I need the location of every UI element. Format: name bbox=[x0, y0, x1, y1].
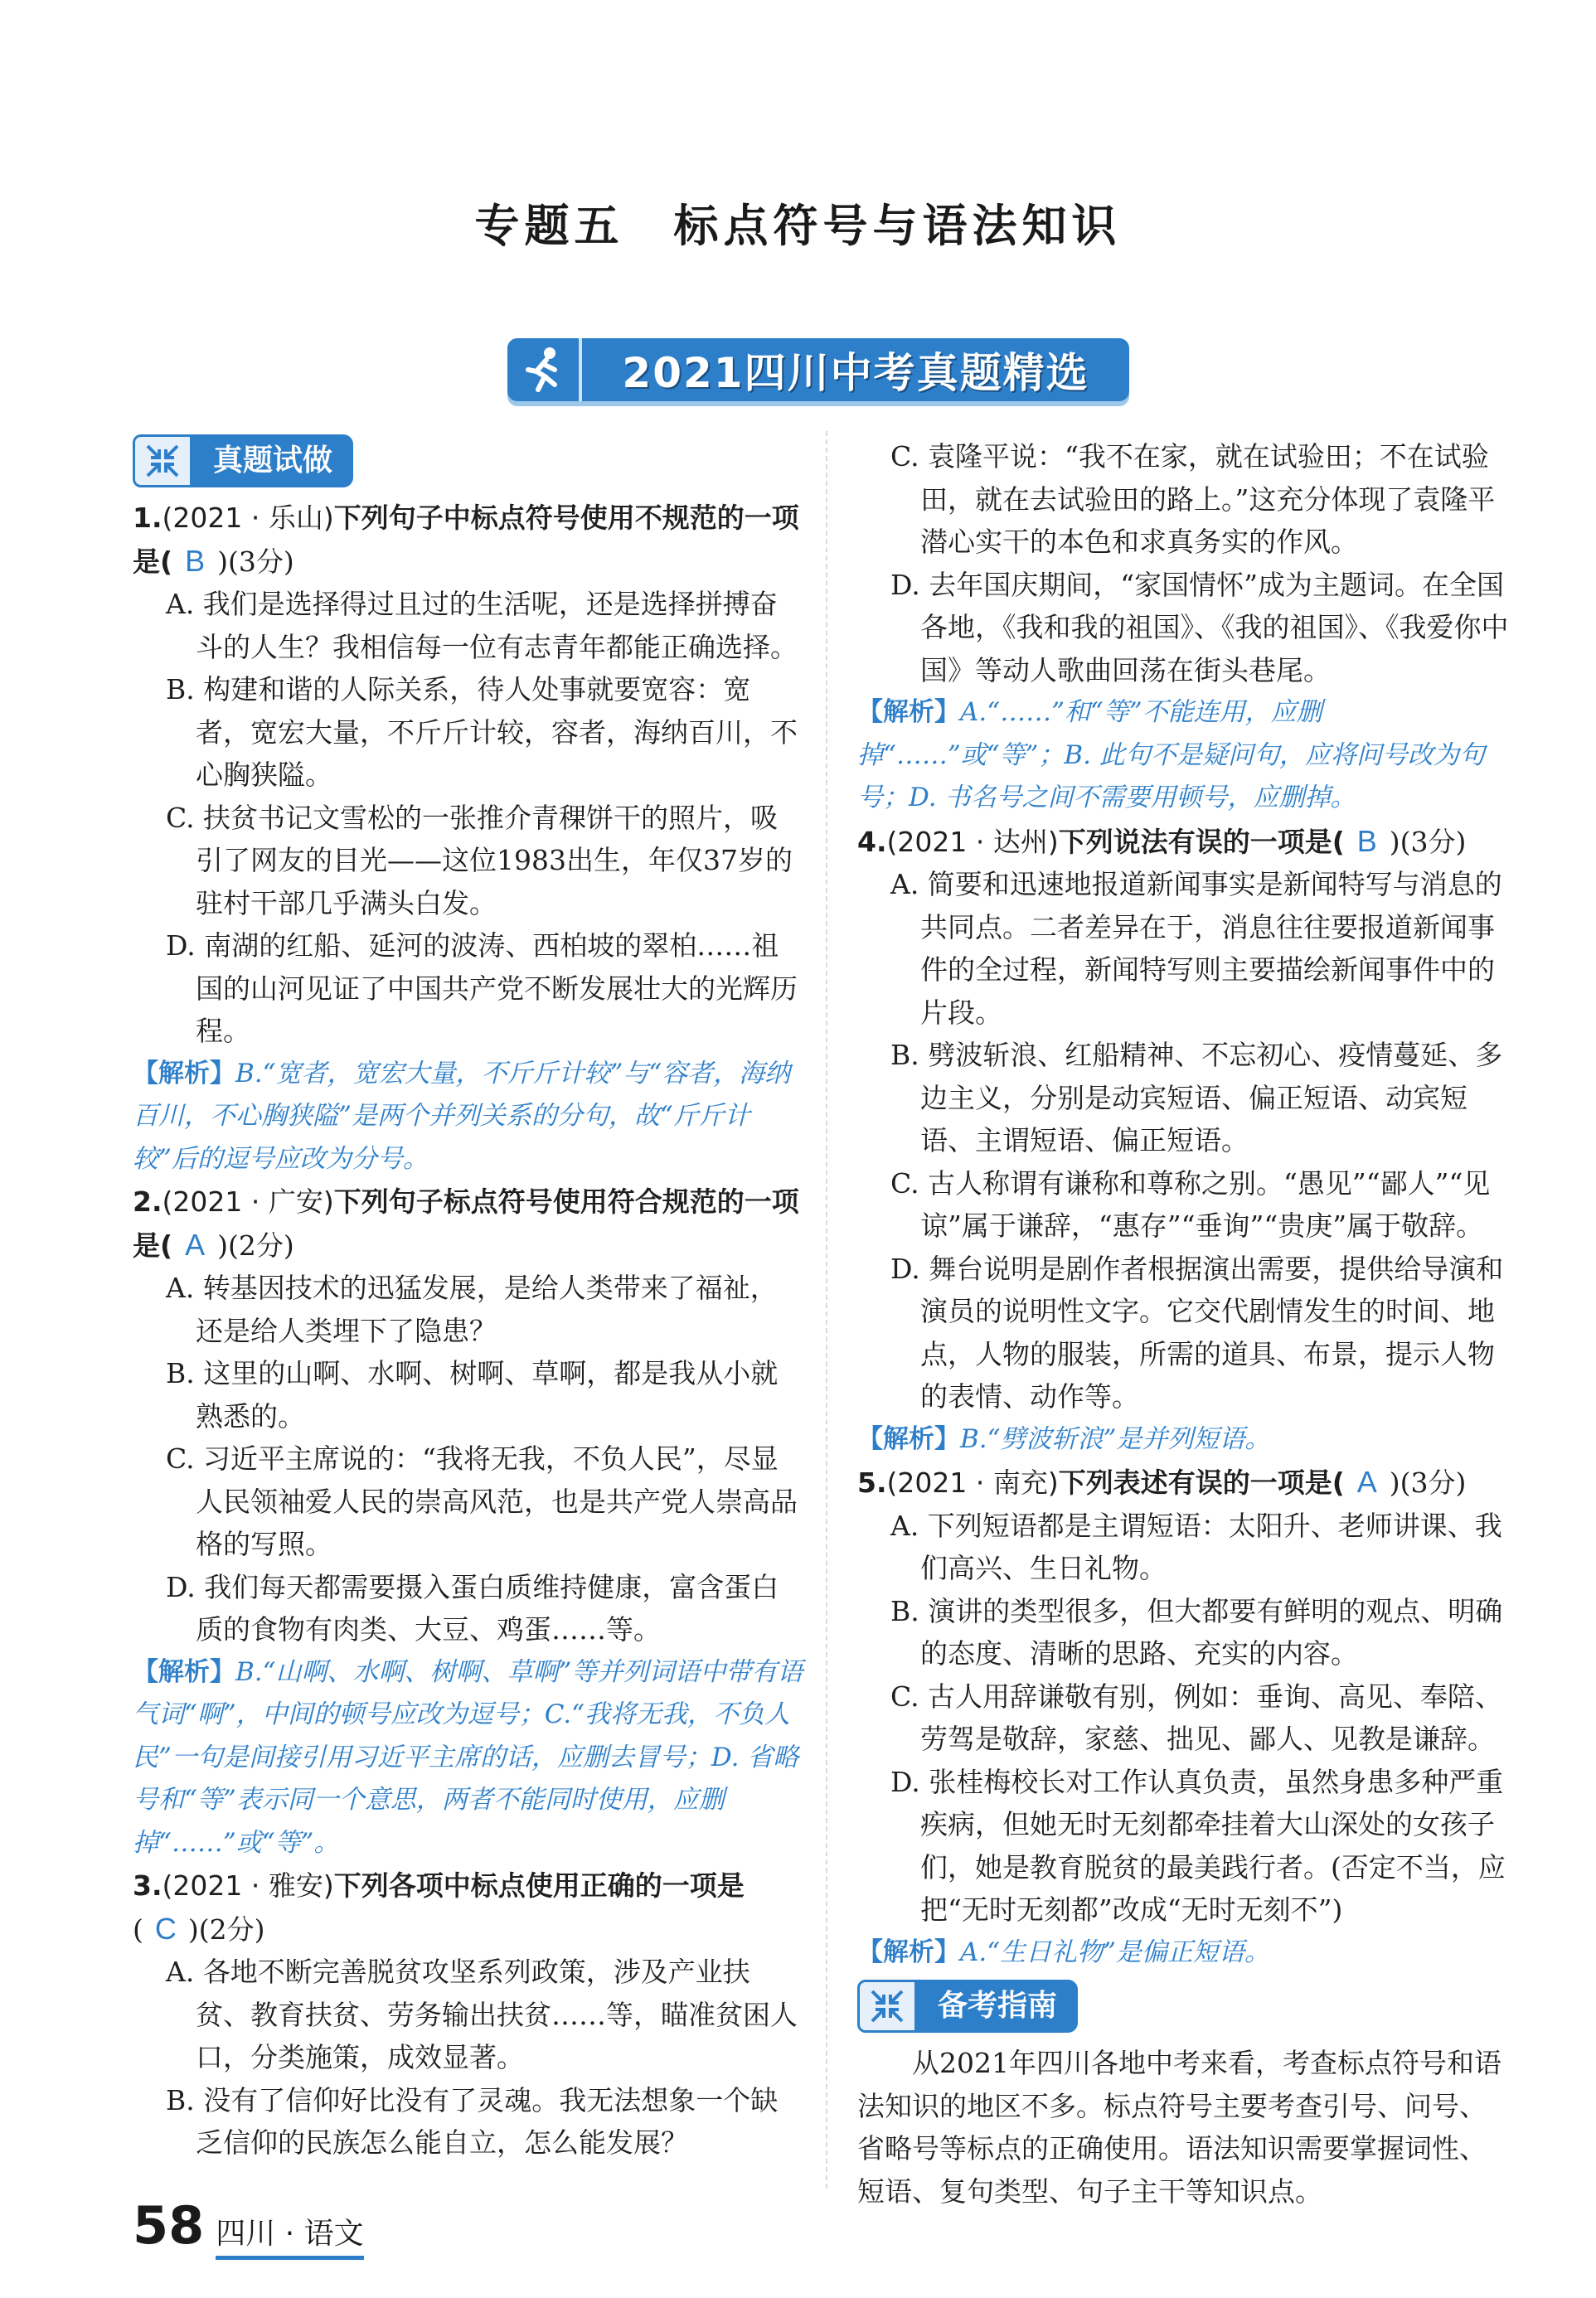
page-title: 专题五 标点符号与语法知识 bbox=[474, 200, 1122, 252]
option-d: D. 我们每天都需要摄入蛋白质维持健康，富含蛋白质的食物有肉类、大豆、鸡蛋……等。 bbox=[166, 1570, 779, 1646]
question-source: (2021 · 广安) bbox=[162, 1185, 334, 1218]
question-source: (2021 · 雅安) bbox=[162, 1869, 334, 1902]
question-stem: 下列表述有误的一项是( bbox=[1058, 1467, 1345, 1499]
option-a: A. 转基因技术的迅猛发展，是给人类带来了福祉，还是给人类埋下了隐患？ bbox=[166, 1272, 778, 1347]
arrows-icon bbox=[857, 1980, 917, 2033]
question-score: )(2分) bbox=[217, 1229, 294, 1262]
option-b: B. 演讲的类型很多，但大都要有鲜明的观点、明确的态度、清晰的思路、充实的内容。 bbox=[890, 1594, 1503, 1670]
option-b: B. 构建和谐的人际关系，待人处事就要宽容：宽者，宽宏大量，不斤斤计较，容者，海纳百川，不心胸狭隘。 bbox=[166, 673, 798, 791]
banner-title: 2021四川中考真题精选 bbox=[622, 349, 1089, 397]
question-number: 5. bbox=[857, 1467, 887, 1499]
question-5 bbox=[857, 1461, 1512, 1974]
analysis bbox=[133, 1651, 804, 1865]
analysis bbox=[857, 691, 1512, 820]
question-3: 3.(2021 · 雅安)下列各项中标点使用正确的一项是 ( C )(2分) A. 各地不断完善脱贫攻坚系列政策，涉及产业扶贫、教育扶贫、劳务输出扶贫……等，瞄准贫困人口，分类施策，成效显著。 B. 没有了信仰好比没有了灵魂。我无法想象一个缺乏信仰的民族怎么能自立，怎么能发展？ bbox=[133, 1864, 804, 2165]
question-number: 2. bbox=[133, 1185, 163, 1218]
option-b: B. 劈波斩浪、红船精神、不忘初心、疫情蔓延、多边主义，分别是动宾短语、偏正短语、动宾短语、主谓短语、偏正短语。 bbox=[890, 1039, 1503, 1156]
question-score: )(2分) bbox=[187, 1913, 265, 1946]
answer-mark: A bbox=[185, 1227, 206, 1262]
page-footer bbox=[133, 2195, 364, 2260]
question-number: 4. bbox=[857, 825, 887, 858]
option-c: C. 袁隆平说：“我不在家，就在试验田；不在试验田，就在去试验田的路上。”这充分体现了袁隆平潜心实干的本色和求真务实的作风。 bbox=[890, 440, 1496, 558]
analysis bbox=[857, 1932, 1512, 1975]
question-2 bbox=[133, 1181, 804, 1864]
analysis-label: 【解析】 bbox=[133, 1058, 235, 1088]
option-d: D. 舞台说明是剧作者根据演出需要，提供给导演和演员的说明性文字。它交代剧情发生的时间、地点，人物的服装，所需的道具、布景，提示人物的表情、动作等。 bbox=[890, 1252, 1504, 1413]
answer-mark: B bbox=[185, 543, 206, 578]
column-divider bbox=[826, 431, 829, 2189]
answer-mark: B bbox=[1356, 823, 1377, 858]
question-stem: 下列各项中标点使用正确的一项是 bbox=[333, 1869, 745, 1902]
question-number: 3. bbox=[133, 1869, 163, 1902]
option-a: A. 我们是选择得过且过的生活呢，还是选择拼搏奋斗的人生？我相信每一位有志青年都能正确选择。 bbox=[166, 588, 798, 663]
answer-mark: C bbox=[154, 1911, 177, 1946]
question-source: (2021 · 乐山) bbox=[162, 502, 334, 534]
analysis-text: B.“劈波斩浪”是并列短语。 bbox=[960, 1423, 1271, 1454]
question-stem: 下列句子中标点符号使用不规范的一项是( bbox=[133, 502, 799, 578]
page-number: 58 bbox=[133, 2195, 205, 2256]
footer-label: 四川 · 语文 bbox=[216, 2210, 363, 2260]
analysis-label: 【解析】 bbox=[857, 1937, 960, 1967]
option-c: C. 扶贫书记文雪松的一张推介青稞饼干的照片，吸引了网友的目光——这位1983出生，年仅37岁的驻村干部几乎满头白发。 bbox=[166, 801, 793, 919]
left-column bbox=[133, 435, 804, 2165]
section-tag-label: 真题试做 bbox=[192, 434, 353, 487]
analysis-text: B.“宽者，宽宏大量，不斤斤计较”与“容者，海纳百川，不心胸狭隘”是两个并列关系的分句，故“斤斤计较”后的逗号应改为分号。 bbox=[133, 1058, 791, 1174]
question-source: (2021 · 达州) bbox=[886, 825, 1059, 858]
question-stem: 下列说法有误的一项是( bbox=[1058, 825, 1345, 858]
runner-icon bbox=[507, 338, 582, 401]
option-a: A. 简要和迅速地报道新闻事实是新闻特写与消息的共同点。二者差异在于，消息往往要报道新闻事件的全过程，新闻特写则主要描绘新闻事件中的片段。 bbox=[890, 868, 1502, 1029]
section-tag-label: 备考指南 bbox=[917, 1980, 1078, 2033]
answer-mark: A bbox=[1356, 1465, 1377, 1499]
option-b: B. 这里的山啊、水啊、树啊、草啊，都是我从小就熟悉的。 bbox=[166, 1357, 779, 1433]
option-a: A. 各地不断完善脱贫攻坚系列政策，涉及产业扶贫、教育扶贫、劳务输出扶贫……等，瞄准贫困人口，分类施策，成效显著。 bbox=[166, 1956, 798, 2073]
question-source: (2021 · 南充) bbox=[886, 1467, 1059, 1499]
question-1 bbox=[133, 497, 804, 1181]
section-banner bbox=[507, 338, 1129, 401]
question-score: )(3分) bbox=[217, 545, 294, 578]
section-tag-practice bbox=[133, 435, 804, 487]
option-a: A. 下列短语都是主谓短语：太阳升、老师讲课、我们高兴、生日礼物。 bbox=[890, 1509, 1502, 1584]
analysis-label: 【解析】 bbox=[133, 1656, 235, 1687]
question-score: )(3分) bbox=[1389, 825, 1467, 858]
guide-paragraph: 从2021年四川各地中考来看，考查标点符号和语法知识的地区不多。标点符号主要考查引号、问号、省略号等标点的正确使用。语法知识需要掌握词性、短语、复句类型、句子主干等知识点。 bbox=[857, 2047, 1501, 2208]
option-c: C. 古人称谓有谦称和尊称之别。“愚见”“鄙人”“见谅”属于谦辞，“惠存”“垂询”“贵庚”属于敬辞。 bbox=[890, 1166, 1491, 1242]
analysis-label: 【解析】 bbox=[857, 1423, 960, 1454]
right-column bbox=[857, 435, 1512, 2213]
question-number: 1. bbox=[133, 502, 163, 534]
analysis bbox=[857, 1418, 1512, 1462]
option-d: D. 去年国庆期间，“家国情怀”成为主题词。在全国各地，《我和我的祖国》、《我的祖国》、《我爱你中国》等动人歌曲回荡在街头巷尾。 bbox=[890, 568, 1509, 686]
analysis bbox=[133, 1053, 804, 1181]
question-stem: 下列句子标点符号使用符合规范的一项是( bbox=[133, 1185, 799, 1262]
option-d: D. 南湖的红船、延河的波涛、西柏坡的翠柏……祖国的山河见证了中国共产党不断发展壮大的光辉历程。 bbox=[166, 929, 798, 1047]
arrows-icon bbox=[133, 434, 192, 487]
option-c: C. 习近平主席说的：“我将无我，不负人民”，尽显人民领袖爱人民的崇高风范，也是共产党人崇高品格的写照。 bbox=[166, 1442, 798, 1560]
analysis-text: A.“……”和“等”不能连用，应删掉“……”或“等”；B. 此句不是疑问句，应将问号改为句号；D. 书名号之间不需要用顿号，应删掉。 bbox=[857, 697, 1485, 812]
option-d: D. 张桂梅校长对工作认真负责，虽然身患多种严重疾病，但她无时无刻都牵挂着大山深处的女孩子们，她是教育脱贫的最美践行者。(否定不当，应把“无时无刻都”改成“无时无刻不”) bbox=[890, 1765, 1506, 1926]
option-b: B. 没有了信仰好比没有了灵魂。我无法想象一个缺乏信仰的民族怎么能自立，怎么能发展？ bbox=[166, 2083, 779, 2159]
analysis-text: B.“山啊、水啊、树啊、草啊”等并列词语中带有语气词“啊”，中间的顿号应改为逗号；C.“我将无我，不负人民”一句是间接引用习近平主席的话，应删去冒号；D. 省略号和“等”表示同一个意思，两者不能同时使用，应删掉“……”或“等”。 bbox=[133, 1656, 803, 1858]
analysis-text: A.“生日礼物”是偏正短语。 bbox=[960, 1937, 1270, 1967]
option-c: C. 古人用辞谦敬有别，例如：垂询、高见、奉陪、劳驾是敬辞，家慈、拙见、鄙人、见教是谦辞。 bbox=[890, 1680, 1503, 1755]
section-tag-guide bbox=[857, 1980, 1512, 2032]
analysis-label: 【解析】 bbox=[857, 697, 960, 727]
question-4 bbox=[857, 820, 1512, 1462]
question-score: )(3分) bbox=[1389, 1467, 1467, 1499]
